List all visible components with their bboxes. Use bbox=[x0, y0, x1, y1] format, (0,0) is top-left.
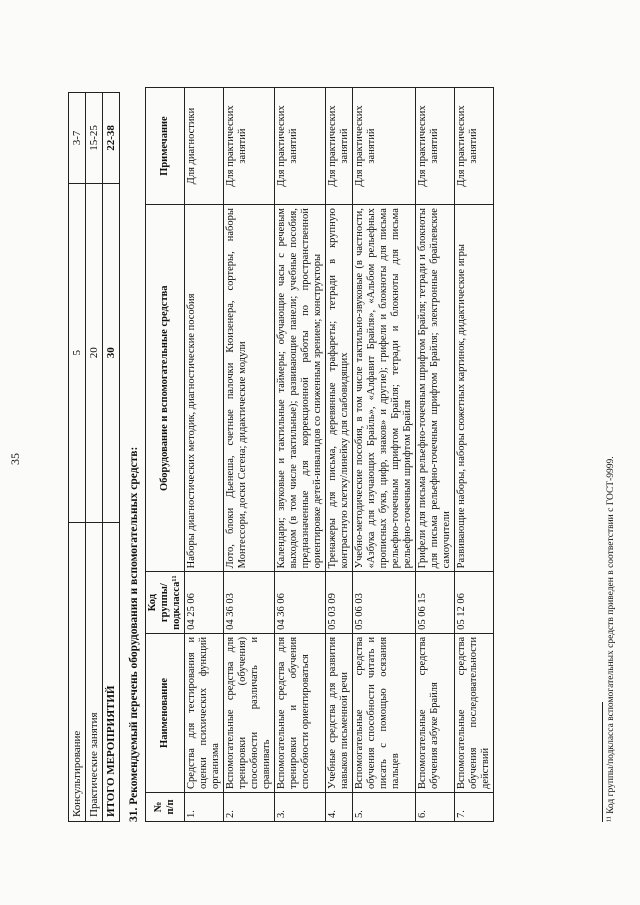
summary-value: 20 bbox=[86, 183, 103, 522]
row-note: Для практических занятий bbox=[416, 88, 455, 205]
equipment-table bbox=[145, 87, 494, 822]
row-equipment: Наборы диагностических методик, диагностические пособия bbox=[185, 205, 224, 572]
row-name: Вспомогательные средства обучения азбуке Брайля bbox=[416, 633, 455, 792]
table-row bbox=[224, 88, 275, 822]
header-code: Код группы/ подкласса¹¹ bbox=[146, 572, 185, 634]
row-equipment: Лото, блоки Дьенеша, счетные палочки Кюизенера, сортеры, наборы Монтессори, доски Сегена; дидактические модули bbox=[224, 205, 275, 572]
summary-table bbox=[68, 92, 120, 822]
row-name: Вспомогательные средства для тренировки и обучения способности ориентироваться bbox=[275, 633, 326, 792]
summary-range: 15-25 bbox=[86, 93, 103, 184]
row-name: Вспомогательные средства обучения последовательности действий bbox=[455, 633, 494, 792]
row-code: 05 06 03 bbox=[353, 572, 416, 634]
table-row bbox=[326, 88, 353, 822]
row-code: 04 36 03 bbox=[224, 572, 275, 634]
table-row bbox=[353, 88, 416, 822]
row-number: 3. bbox=[275, 792, 326, 821]
row-equipment: Учебно-методические пособия, в том числе тактильно-звуковые (в частности, «Азбука для изучающих Брайль», «Алфавит Брайля», «Альбом рельефных прописных букв, цифр, знаков» и другие); грифели и блокноты для письма рельефно-точечным шрифтом Брайля; тетради и блокноты для письма рельефно-точечным шрифтом Брайля bbox=[353, 205, 416, 572]
table-row bbox=[275, 88, 326, 822]
table-row bbox=[185, 88, 224, 822]
table-row bbox=[416, 88, 455, 822]
summary-row bbox=[69, 93, 86, 822]
row-equipment: Развивающие наборы, наборы сюжетных картинок, дидактические игры bbox=[455, 205, 494, 572]
page-number: 35 bbox=[8, 453, 22, 465]
row-code: 05 03 09 bbox=[326, 572, 353, 634]
row-equipment: Тренажеры для письма, деревянные трафареты; тетради в крупную контрастную клетку/линейку для слабовидящих bbox=[326, 205, 353, 572]
footnote-divider bbox=[602, 702, 603, 822]
summary-value: 30 bbox=[103, 183, 120, 522]
row-code: 04 25 06 bbox=[185, 572, 224, 634]
summary-label: Практические занятия bbox=[86, 522, 103, 821]
summary-label: Консультирование bbox=[69, 522, 86, 821]
table-row bbox=[455, 88, 494, 822]
row-equipment: Календари; звуковые и тактильные таймеры; обучающие часы с речевым выходом (в том числе тактильные); развивающие панели; учебные пособия, предназначенные для коррекционной работы по пространственной ориентировке детей-инвалидов со сниженным зрением; конструкторы bbox=[275, 205, 326, 572]
summary-value: 5 bbox=[69, 183, 86, 522]
table-header-row bbox=[146, 88, 185, 822]
summary-range: 22-38 bbox=[103, 93, 120, 184]
summary-row bbox=[86, 93, 103, 822]
footnote: ¹¹ Код группы/подкласса вспомогательных средств приведен в соответствии с ГОСТ-9999. bbox=[606, 456, 616, 822]
row-number: 7. bbox=[455, 792, 494, 821]
row-note: Для практических занятий bbox=[224, 88, 275, 205]
header-equipment: Оборудование и вспомогательные средства bbox=[146, 205, 185, 572]
summary-total-row bbox=[103, 93, 120, 822]
row-note: Для практических занятий bbox=[455, 88, 494, 205]
row-note: Для практических занятий bbox=[326, 88, 353, 205]
header-name: Наименование bbox=[146, 633, 185, 792]
row-note: Для диагностики bbox=[185, 88, 224, 205]
row-code: 05 06 15 bbox=[416, 572, 455, 634]
row-name: Средства для тестирования и оценки психических функций организма bbox=[185, 633, 224, 792]
summary-range: 3-7 bbox=[69, 93, 86, 184]
row-number: 6. bbox=[416, 792, 455, 821]
row-number: 1. bbox=[185, 792, 224, 821]
row-number: 4. bbox=[326, 792, 353, 821]
row-equipment: Грифели для письма рельефно-точечным шрифтом Брайля; тетради и блокноты для письма рельефно-точечным шрифтом Брайля; электронные брайлевские самоучители bbox=[416, 205, 455, 572]
row-number: 5. bbox=[353, 792, 416, 821]
row-name: Учебные средства для развития навыков письменной речи bbox=[326, 633, 353, 792]
row-name: Вспомогательные средства обучения способности читать и писать с помощью осязания пальцев bbox=[353, 633, 416, 792]
row-note: Для практических занятий bbox=[353, 88, 416, 205]
section-title: 31. Рекомендуемый перечень оборудования и вспомогательных средств: bbox=[128, 446, 140, 822]
row-code: 04 36 06 bbox=[275, 572, 326, 634]
header-number: № п/п bbox=[146, 792, 185, 821]
row-name: Вспомогательные средства для тренировки (обучения) способности различать и сравнивать bbox=[224, 633, 275, 792]
header-note: Примечание bbox=[146, 88, 185, 205]
row-code: 05 12 06 bbox=[455, 572, 494, 634]
row-note: Для практических занятий bbox=[275, 88, 326, 205]
summary-label: ИТОГО МЕРОПРИЯТИЙ bbox=[103, 522, 120, 821]
row-number: 2. bbox=[224, 792, 275, 821]
